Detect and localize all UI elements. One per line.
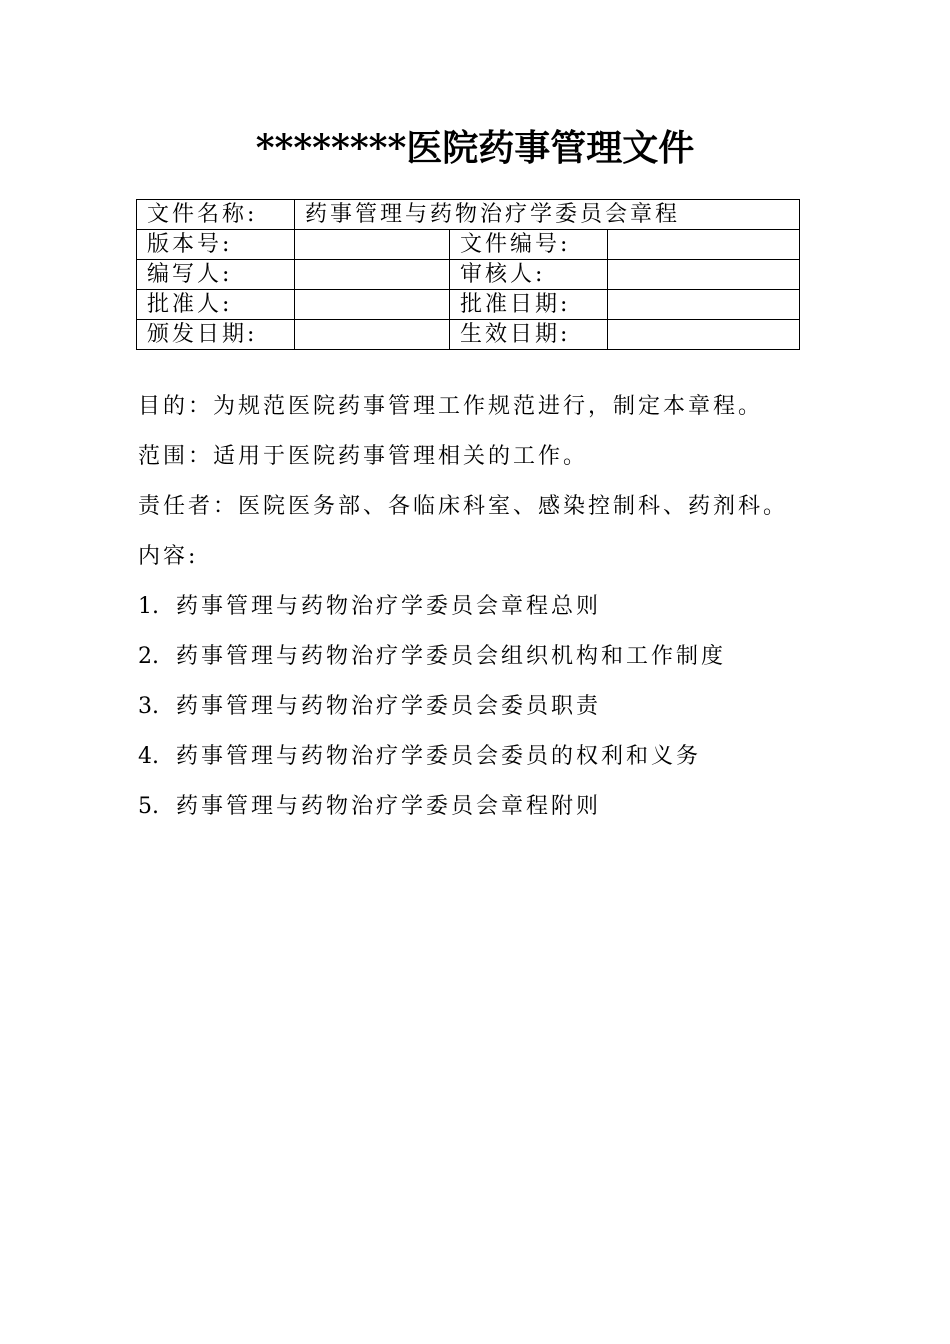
scope-paragraph: 范围：适用于医院药事管理相关的工作。 <box>138 444 589 469</box>
issue-date-value <box>295 320 450 350</box>
file-name-label: 文件名称: <box>137 200 295 230</box>
approver-value <box>295 290 450 320</box>
document-body <box>138 382 838 832</box>
list-item-text: 药事管理与药物治疗学委员会章程附则 <box>176 794 602 819</box>
list-item-number: 1. <box>138 594 159 619</box>
list-item-text: 药事管理与药物治疗学委员会章程总则 <box>176 594 602 619</box>
list-item-text: 药事管理与药物治疗学委员会委员的权利和义务 <box>176 744 702 769</box>
file-name-value: 药事管理与药物治疗学委员会章程 <box>295 200 800 230</box>
table-row <box>137 260 800 290</box>
list-item-number: 2. <box>138 644 159 669</box>
approver-label: 批准人: <box>137 290 295 320</box>
list-item <box>138 582 838 632</box>
content-heading: 内容: <box>138 544 199 569</box>
approval-date-value <box>608 290 800 320</box>
issue-date-label: 颁发日期: <box>137 320 295 350</box>
list-item-number: 5. <box>138 794 159 819</box>
author-label: 编写人: <box>137 260 295 290</box>
effective-date-label: 生效日期: <box>450 320 608 350</box>
list-item <box>138 632 838 682</box>
list-item <box>138 782 838 832</box>
list-item <box>138 732 838 782</box>
approval-date-label: 批准日期: <box>450 290 608 320</box>
purpose-paragraph: 目的：为规范医院药事管理工作规范进行，制定本章程。 <box>138 394 764 419</box>
list-item-number: 4. <box>138 744 159 769</box>
list-item <box>138 682 838 732</box>
author-value <box>295 260 450 290</box>
reviewer-label: 审核人: <box>450 260 608 290</box>
table-row <box>137 320 800 350</box>
effective-date-value <box>608 320 800 350</box>
table-row <box>137 290 800 320</box>
version-value <box>295 230 450 260</box>
table-row <box>137 230 800 260</box>
list-item-text: 药事管理与药物治疗学委员会委员职责 <box>176 694 602 719</box>
reviewer-value <box>608 260 800 290</box>
file-number-label: 文件编号: <box>450 230 608 260</box>
list-item-number: 3. <box>138 694 159 719</box>
file-number-value <box>608 230 800 260</box>
document-info-table <box>136 199 800 350</box>
table-row <box>137 200 800 230</box>
list-item-text: 药事管理与药物治疗学委员会组织机构和工作制度 <box>176 644 727 669</box>
version-label: 版本号: <box>137 230 295 260</box>
responsible-paragraph: 责任者：医院医务部、各临床科室、感染控制科、药剂科。 <box>138 494 789 519</box>
document-title: ********医院药事管理文件 <box>255 127 695 169</box>
